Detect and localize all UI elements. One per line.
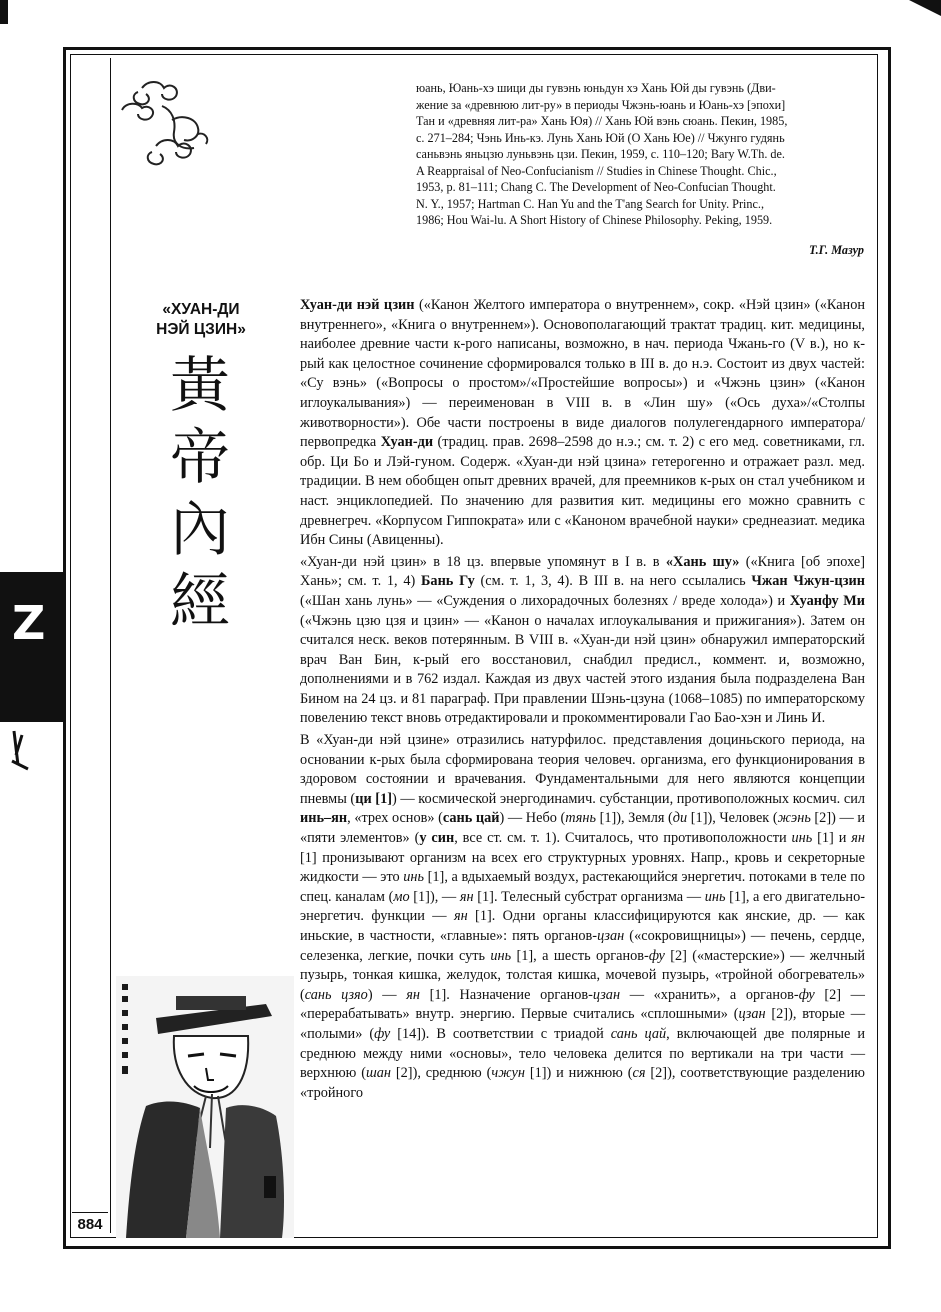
entry-heading-line-2: НЭЙ ЦЗИН» [156, 321, 246, 338]
bold-term: сань цай [442, 810, 500, 827]
bibliography-line: 1986; Hou Wai-lu. A Short History of Chinese Philosophy. Peking, 1959. [416, 213, 773, 228]
text-run: ) — Небо ( [499, 810, 566, 827]
text-run: , включающей две полярные и среднюю между ними «основы», тело человека делится по вертикали на три части — верхнюю ( [300, 1025, 866, 1082]
text-run: [1] и [812, 830, 852, 847]
thumb-index-letter: Z [12, 596, 46, 650]
text-run: , «трех основ» ( [347, 810, 443, 827]
article-author: Т.Г. Мазур [808, 243, 864, 257]
italic-term: тянь [565, 810, 596, 827]
text-run: «Хуан-ди нэй цзин» в 18 цз. впервые упомянут в I в. в [300, 553, 666, 570]
bold-term: ци [1] [355, 790, 392, 807]
bibliography-line: юань, Юань-хэ шици ды гувэнь юньдун хэ Хань Юй ды гувэнь (Дви- [416, 81, 776, 95]
bibliography-line: N. Y., 1957; Hartman C. Han Yu and the T'ang Search for Unity. Princ., [416, 196, 765, 211]
bold-term: Чжан Чжун-цзин [751, 573, 865, 590]
chinese-character: 黃 [170, 351, 230, 421]
italic-term: фу [374, 1025, 391, 1042]
italic-term: инь [791, 830, 813, 847]
text-run: («сокровищницы») — печень, сердце, селезенка, легкие, почки суть [300, 928, 865, 964]
text-run: («Чжэнь цзю цзя и цзин» — «Канон о началах иглоукалывания и прижигания»). Затем он считался неск. веков потерянным. В VIII в. «Хуан-ди нэй цзин» обнаружил императорский врач Ван Бин, к-рый его восстановил, снабдил предисл., коммент. и, возможно, дополнениями и в 762 издал. Каждая из двух частей этого издания была подразделена Ван Бином на 24 цз. и 81 параграф. При правлении Шэнь-цзуна (1068–1085) по императорскому повелению текст вновь отредактировали и прокомментировали Гао Бао-хэн и Линь И. [300, 612, 865, 727]
page-number: 884 [72, 1212, 108, 1235]
chinese-character: 經 [170, 567, 230, 637]
italic-term: инь [704, 888, 726, 905]
bibliography-line: саньвэнь яньцзю луньвэнь цзи. Пекин, 1959, с. 110–120; Bary W.Th. de. [416, 147, 785, 162]
text-run: («Книга [об эпохе] Хань»; см. т. 1, 4) [300, 553, 866, 590]
text-run: [1]. Назначение органов- [419, 986, 593, 1003]
text-run: ) — [367, 986, 407, 1003]
bibliography-line: 1953, p. 81–111; Chang C. The Development of Neo-Confucian Thought. [416, 180, 776, 195]
entry-heading [120, 300, 282, 340]
italic-term: инь [403, 869, 425, 886]
italic-term: ян [453, 908, 468, 925]
italic-term: ди [672, 810, 688, 827]
scan-marks [8, 725, 48, 805]
italic-term: сань цзяо [304, 986, 368, 1003]
text-run: (см. т. 1, 3, 4). В III в. на него ссылались [474, 573, 752, 590]
bold-term: «Хань шу» [665, 553, 740, 570]
italic-term: цзан [597, 928, 625, 944]
italic-term: шан [365, 1065, 392, 1082]
text-run: [1], а вдыхаемый воздух, растекающийся энергетич. потоками в теле по спец. каналам ( [300, 869, 865, 905]
text-run: ) — космической энергодинамич. субстанции, противоположных космич. сил [391, 790, 865, 807]
cloud-ornament-icon [112, 76, 224, 172]
chinese-character: 帝 [170, 423, 230, 493]
text-run: , все ст. см. т. 1). Считалось, что противоположности [454, 830, 792, 847]
text-run: (традиц. прав. 2698–2598 до н.э.; см. т. 2) с его мед. советниками, гл. обр. Ци Бо и Лэй-гуном. Содерж. «Хуан-ди нэй цзина» гетерогенно и отражает разл. мед. традиции. В нем обобщен опыт древних врачей, для преемников к-рых он стал учебником и наст. энциклопедией. По значению для развития кит. медицины его можно сравнить с древнегреч. «Корпусом Гиппократа» или с «Каноном врачебной науки» среднеазиат. медика Ибн Сины (Авиценны). [300, 434, 865, 549]
italic-term: сань цай [610, 1025, 667, 1042]
bibliography-block [416, 80, 864, 229]
text-run: [2] («мастерские») — желчный пузырь, тонкая кишка, желудок, толстая кишка, мочевой пузырь, «тройной обогреватель» ( [300, 947, 866, 1003]
italic-term: цзан [592, 986, 621, 1003]
bold-term: Бань Гу [420, 573, 475, 590]
italic-term: цзан [738, 1006, 766, 1023]
text-run: [2] — «перерабатывать» внутр. энергию. Первые считались «сплошными» ( [300, 986, 865, 1023]
text-run: [1]. Телесный субстрат организма — [473, 888, 705, 905]
bibliography-line: Тан и «древняя лит-ра» Хань Юя) // Хань Юй вэнь сюань. Пекин, 1985, [416, 114, 788, 129]
text-run: [1]. Одни органы классифицируются как янские, др. — как иньские, в частности, «главные»: пять органов- [300, 908, 866, 944]
italic-term: ян [851, 830, 866, 847]
bibliography-line: жение за «древнюю лит-ру» в периоды Чжэнь-юань и Юань-хэ [эпохи] [416, 97, 786, 112]
text-run: [2]), соответствующие разделению «тройного [300, 1065, 865, 1101]
italic-term: фу [648, 947, 665, 964]
text-run: [2]), вторые — «полыми» ( [300, 1006, 865, 1042]
bold-term: Хуан-ди нэй цзин [300, 297, 415, 313]
text-run: [1], а его двигательно-энергетич. функции — [300, 888, 865, 925]
margin-rule [110, 58, 111, 1233]
paragraph-3 [300, 731, 865, 1103]
italic-term: ян [406, 986, 420, 1003]
entry-heading-line-1: «ХУАН-ДИ [162, 301, 240, 318]
text-run: [2]), среднюю ( [391, 1065, 492, 1082]
crop-mark-top-right [909, 0, 941, 16]
bibliography-line: с. 271–284; Чэнь Инь-кэ. Лунь Хань Юй (О Хань Юе) // Чжунго гудянь [416, 130, 785, 145]
bold-term: Хуан-ди [380, 434, 434, 451]
bibliography-line: A Reappraisal of Neo-Confucianism // Studies in Chinese Thought. Chic., [416, 163, 777, 178]
text-run: [1]), Человек ( [687, 810, 778, 827]
chinese-title-column [150, 350, 250, 638]
bold-term: инь–ян [300, 810, 348, 827]
text-run: («Шан хань лунь» — «Суждения о лихорадочных болезнях / вреде холода») и [300, 592, 790, 609]
text-run: [1], а шесть органов- [511, 947, 649, 964]
chinese-character: 內 [170, 495, 230, 565]
paragraph-1 [300, 296, 865, 551]
bold-term: Хуанфу Ми [789, 592, 865, 609]
italic-term: мо [393, 888, 410, 905]
huangdi-portrait-image [116, 976, 294, 1238]
text-run: [1]) и нижнюю ( [524, 1065, 633, 1082]
text-run: [2]) — и «пяти элементов» ( [300, 810, 865, 847]
text-run: В «Хуан-ди нэй цзине» отразились натурфилос. представления доциньского периода, на основании к-рых была сформирована теория человеч. организма, его функционирования в здоровом состоянии и врачевания. Фундаментальными для него являются концепции пневмы ( [300, 732, 865, 807]
bold-term: у син [419, 830, 455, 847]
text-run: [14]). В соответствии с триадой [390, 1025, 611, 1042]
italic-term: чжун [491, 1065, 525, 1082]
crop-mark-top-left [0, 0, 8, 24]
italic-term: ян [459, 888, 474, 905]
italic-term: жэнь [777, 810, 811, 827]
text-run: [1]), Земля ( [595, 810, 673, 827]
italic-term: ся [632, 1065, 646, 1082]
paragraph-2 [300, 553, 865, 729]
text-run: [1]), — [409, 888, 460, 905]
italic-term: фу [798, 986, 815, 1003]
text-run: [1] пронизывают организм на всех его структурных уровнях. Напр., кровь и секреторные жидкости — это [300, 849, 865, 886]
text-run: — «хранить», а органов- [620, 986, 799, 1003]
article-body [300, 296, 865, 1105]
text-run: («Канон Желтого императора о внутреннем», сокр. «Нэй цзин» («Канон внутреннего», «Книга о внутреннем»). Основополагающий трактат традиц. кит. медицины, наиболее древние части к-рого написаны, возможно, в нач. периода Чжань-го (V в.), но к-рый как целостное сочинение сформировался только в III в. до н.э. Состоит из двух частей: «Су вэнь» («Вопросы о простом»/«Простейшие вопросы») и «Чжэнь цзин» («Канон иглоукалывания») — переименован в VIII в. в «Лин шу» («Ось духа»/«Столпы животворности»). Обе части построены в виде диалогов полулегендарного императора/первопредка [300, 297, 865, 451]
italic-term: инь [490, 947, 512, 964]
